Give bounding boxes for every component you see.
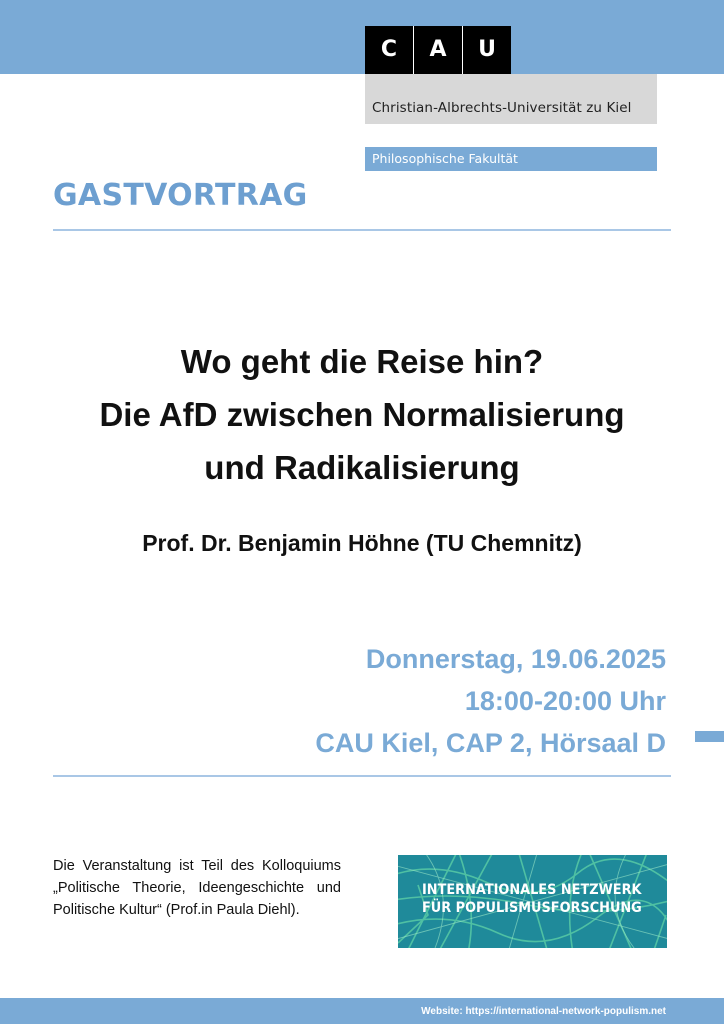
faculty-box — [365, 147, 657, 171]
logo-letter-a: A — [413, 26, 462, 74]
logo-letter-c: C — [380, 37, 398, 62]
colloquium-note: Die Veranstaltung ist Teil des Kolloquiums „Politische Theorie, Ideengeschichte und Politische Kultur“ (Prof.in Paula Diehl). — [53, 858, 341, 918]
speaker-name: Prof. Dr. Benjamin Höhne (TU Chemnitz) — [142, 530, 582, 556]
event-location: CAU Kiel, CAP 2, Hörsaal D — [315, 728, 666, 758]
title-line-3: und Radikalisierung — [204, 449, 520, 486]
footer-band — [0, 998, 724, 1024]
title-line-1: Wo geht die Reise hin? — [180, 343, 544, 380]
website-url: Website: https://international-network-populism.net — [421, 1006, 666, 1017]
faculty-name: Philosophische Fakultät — [372, 151, 518, 166]
logo-letter-u: U — [462, 26, 511, 74]
event-date: Donnerstag, 19.06.2025 — [365, 644, 666, 674]
side-accent-mark — [695, 731, 724, 742]
network-logo — [398, 855, 667, 948]
cau-logo — [365, 26, 511, 74]
top-color-band — [0, 0, 724, 74]
network-logo-line-2: FÜR POPULISMUSFORSCHUNG — [422, 900, 642, 916]
lecture-title — [20, 335, 704, 494]
university-box — [365, 74, 657, 124]
divider-bottom — [53, 775, 671, 777]
network-logo-line-1: INTERNATIONALES NETZWERK — [422, 882, 642, 898]
university-name: Christian-Albrechts-Universität zu Kiel — [372, 100, 632, 116]
event-type-heading: GASTVORTRAG — [53, 178, 308, 213]
event-time: 18:00-20:00 Uhr — [464, 686, 666, 716]
title-line-2: Die AfD zwischen Normalisierung — [99, 396, 625, 433]
network-logo-text — [422, 881, 642, 917]
divider-top — [53, 229, 671, 231]
event-details — [315, 638, 666, 764]
